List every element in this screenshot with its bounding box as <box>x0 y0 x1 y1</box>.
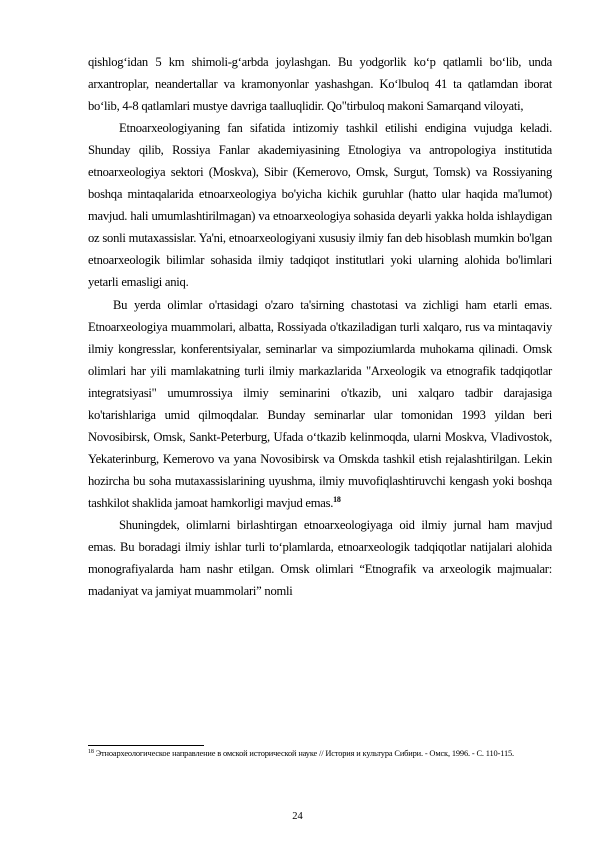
paragraph-1: qishlog‘idan 5 km shimoli-g‘arbda joylashgan. Bu yodgorlik ko‘p qatlamli bo‘lib, unda arxantroplar, neandertallar va kramonyonlar yashashgan. Ko‘lbuloq 41 ta qatlamdan iborat bo‘lib, 4-8 qatlamlari mustye davriga taalluqlidir. Qo"tirbuloq makoni Samarqand viloyati, <box>88 55 552 114</box>
footnote <box>88 748 552 760</box>
footnote-reference[interactable]: 18 <box>333 494 341 504</box>
page-number: 24 <box>292 811 303 822</box>
footnote-text: Этноархеологическое направление в омской исторической науке // История и культура Сибири. - Омск, 1996. - С. 110-115. <box>93 749 514 758</box>
body-text <box>88 51 552 602</box>
paragraph-3-text: Bu yerda olimlar o'rtasidagi o'zaro ta'sirning chastotasi va zichligi ham etarli emas. Etnoarxeologiya muammolari, albatta, Rossiyada o'tkaziladigan turli xalqaro, rus va mintaqaviy ilmiy kongresslar, konferentsiyalar, seminarlar va simpoziumlarda muhokama qilinadi. Omsk olimlari har yili mamlakatning turli ilmiy markazlarida "Arxeologik va etnografik tadqiqotlar integratsiyasi" umumrossiya ilmiy seminarini o'tkazib, uni xalqaro tadbir darajasiga ko'tarishlariga umid qilmoqdalar. Bunday seminarlar ular tomonidan 1993 yildan beri Novosibirsk, Omsk, Sankt-Peterburg, Ufada o‘tkazib kelinmoqda, ularni Moskva, Vladivostok, Yekaterinburg, Kemerovo va yana Novosibirsk va Omskda tashkil etish rejalashtirilgan. Lekin hozircha bu soha mutaxassislarining uyushma, ilmiy muvofiqlashtiruvchi kengash yoki boshqa tashkilot shaklida jamoat hamkorligi mavjud emas. <box>88 297 552 510</box>
footnote-number: 18 <box>88 749 94 755</box>
paragraph-2: Etnoarxeologiyaning fan sifatida intizomiy tashkil etilishi endigina vujudga keladi. Shunday qilib, Rossiya Fanlar akademiyasining Etnologiya va antropologiya institutida etnoarxeologiya sektori (Moskva), Sibir (Kemerovo, Omsk, Surgut, Tomsk) va Rossiyaning boshqa mintaqalarida etnoarxeologiya bo'yicha kichik guruhlar (hatto ular haqida ma'lumot) mavjud. hali umumlashtirilmagan) va etnoarxeologiya sohasida deyarli yakka holda ishlaydigan oz sonli mutaxassislar. Ya'ni, etnoarxeologiyani xususiy ilmiy fan deb hisoblash mumkin bo'lgan etnoarxeologik bilimlar sohasida ilmiy tadqiqot institutlari yoki ularning alohida bo'limlari yetarli emasligi aniq. <box>88 121 552 290</box>
paragraph-4: Shuningdek, olimlarni birlashtirgan etnoarxeologiyaga oid ilmiy jurnal ham mavjud emas. Bu boradagi ilmiy ishlar turli to‘plamlarda, etnoarxeologik tadqiqotlar natijalari alohida monografiyalarda ham nashr etilgan. Omsk olimlari “Etnografik va arxeologik majmualar: madaniyat va jamiyat muammolari” nomli <box>88 517 552 599</box>
footnote-separator <box>88 745 204 746</box>
paragraph-3 <box>88 294 552 514</box>
